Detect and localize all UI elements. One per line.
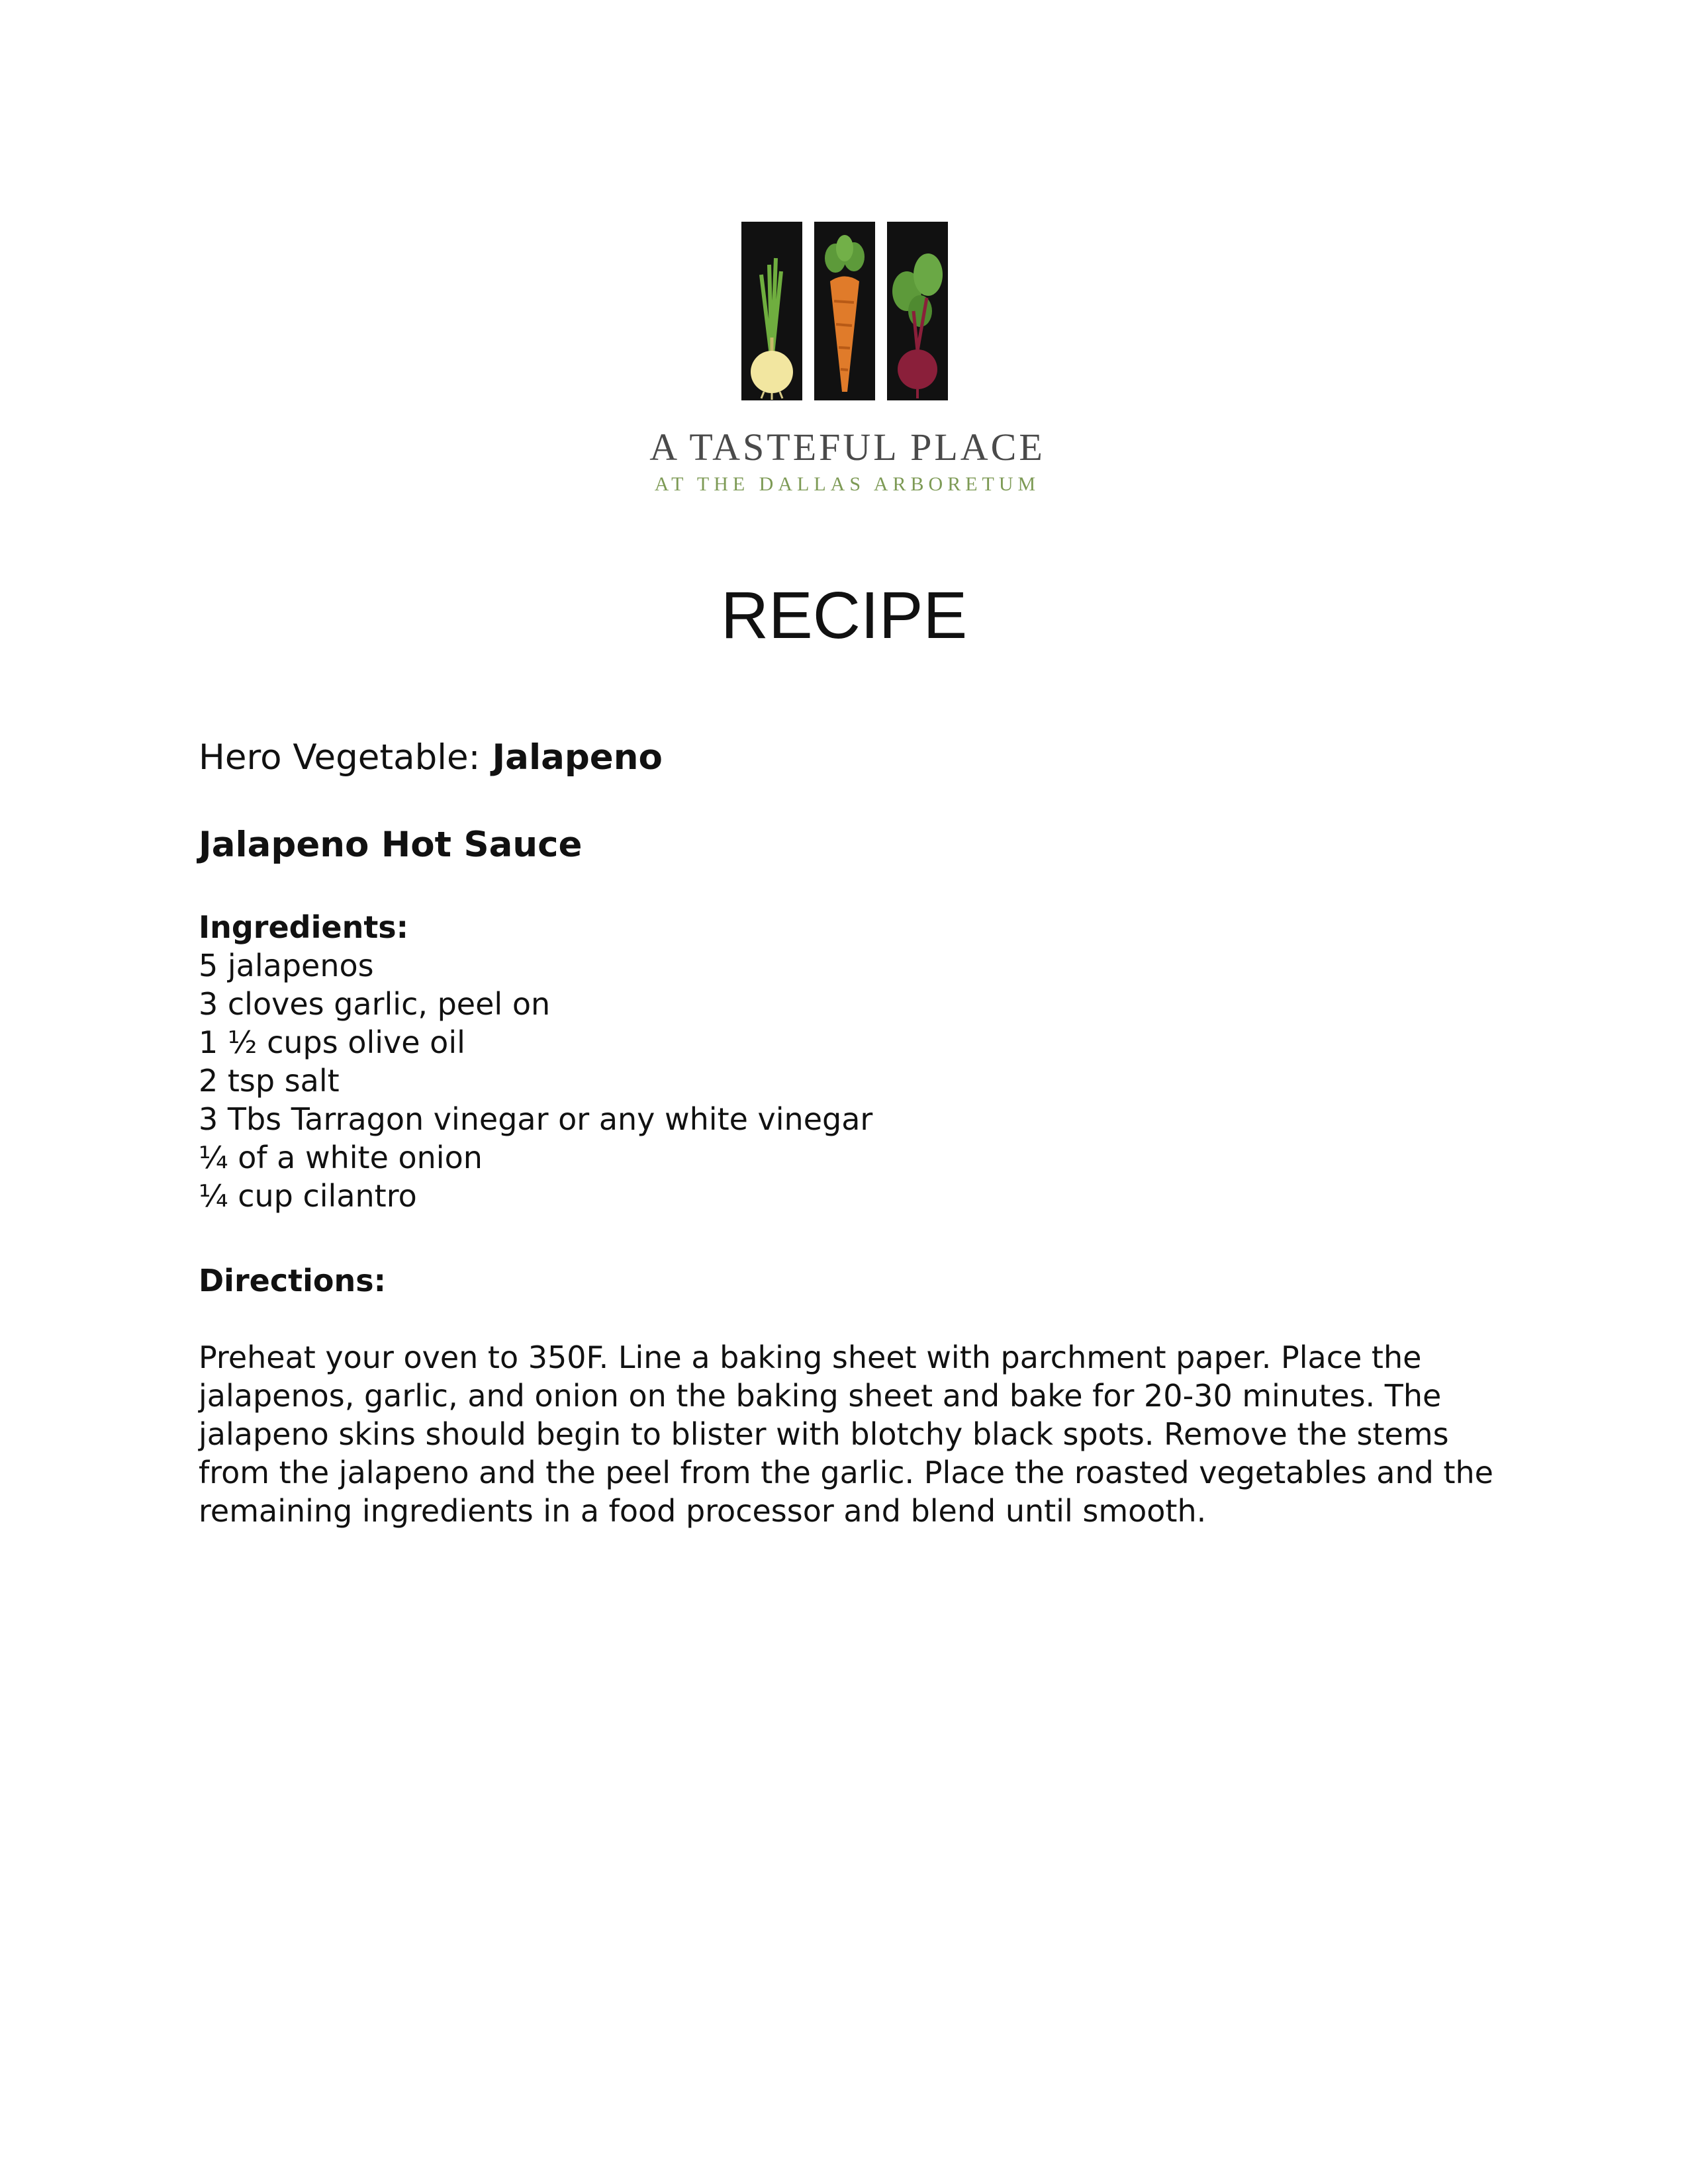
hero-vegetable-label: Hero Vegetable: [199,737,481,778]
hero-vegetable-value: Jalapeno [492,737,663,778]
ingredient-item: 1 ½ cups olive oil [199,1024,465,1060]
ingredient-item: ¼ cup cilantro [199,1178,417,1214]
page-title: RECIPE [720,578,968,653]
carrot-icon [814,222,875,400]
directions-section [199,1261,1509,1530]
ingredient-item: 3 cloves garlic, peel on [199,986,551,1022]
directions-label: Directions: [199,1263,386,1298]
ingredient-item: 2 tsp salt [199,1063,340,1099]
ingredients-section [199,908,1509,1215]
ingredient-list [199,946,1509,1215]
ingredient-item: 3 Tbs Tarragon vinegar or any white vinegar [199,1101,873,1137]
logo-vegetables [622,218,1072,417]
recipe-title: Jalapeno Hot Sauce [199,825,583,865]
hero-vegetable [199,735,1509,781]
ingredient-item: ¼ of a white onion [199,1140,483,1175]
ingredient-item: 5 jalapenos [199,948,374,983]
logo-name: A TASTEFUL PLACE [649,426,1045,469]
beet-icon [887,222,948,400]
onion-icon [741,222,802,400]
logo [622,218,1072,510]
directions-text: Preheat your oven to 350F. Line a baking sheet with parchment paper. Place the jalapenos, garlic, and onion on the baking sheet and bake for 20-30 minutes. The jalapeno skins should begin to blister with blotchy black spots. Remove the stems from the jalapeno and the peel from the garlic. Place the roasted vegetables and the remaining ingredients in a food processor and blend until smooth. [199,1340,1493,1529]
ingredients-label: Ingredients: [199,909,409,945]
recipe-body [199,735,1509,1530]
logo-tagline: AT THE DALLAS ARBORETUM [654,473,1041,495]
